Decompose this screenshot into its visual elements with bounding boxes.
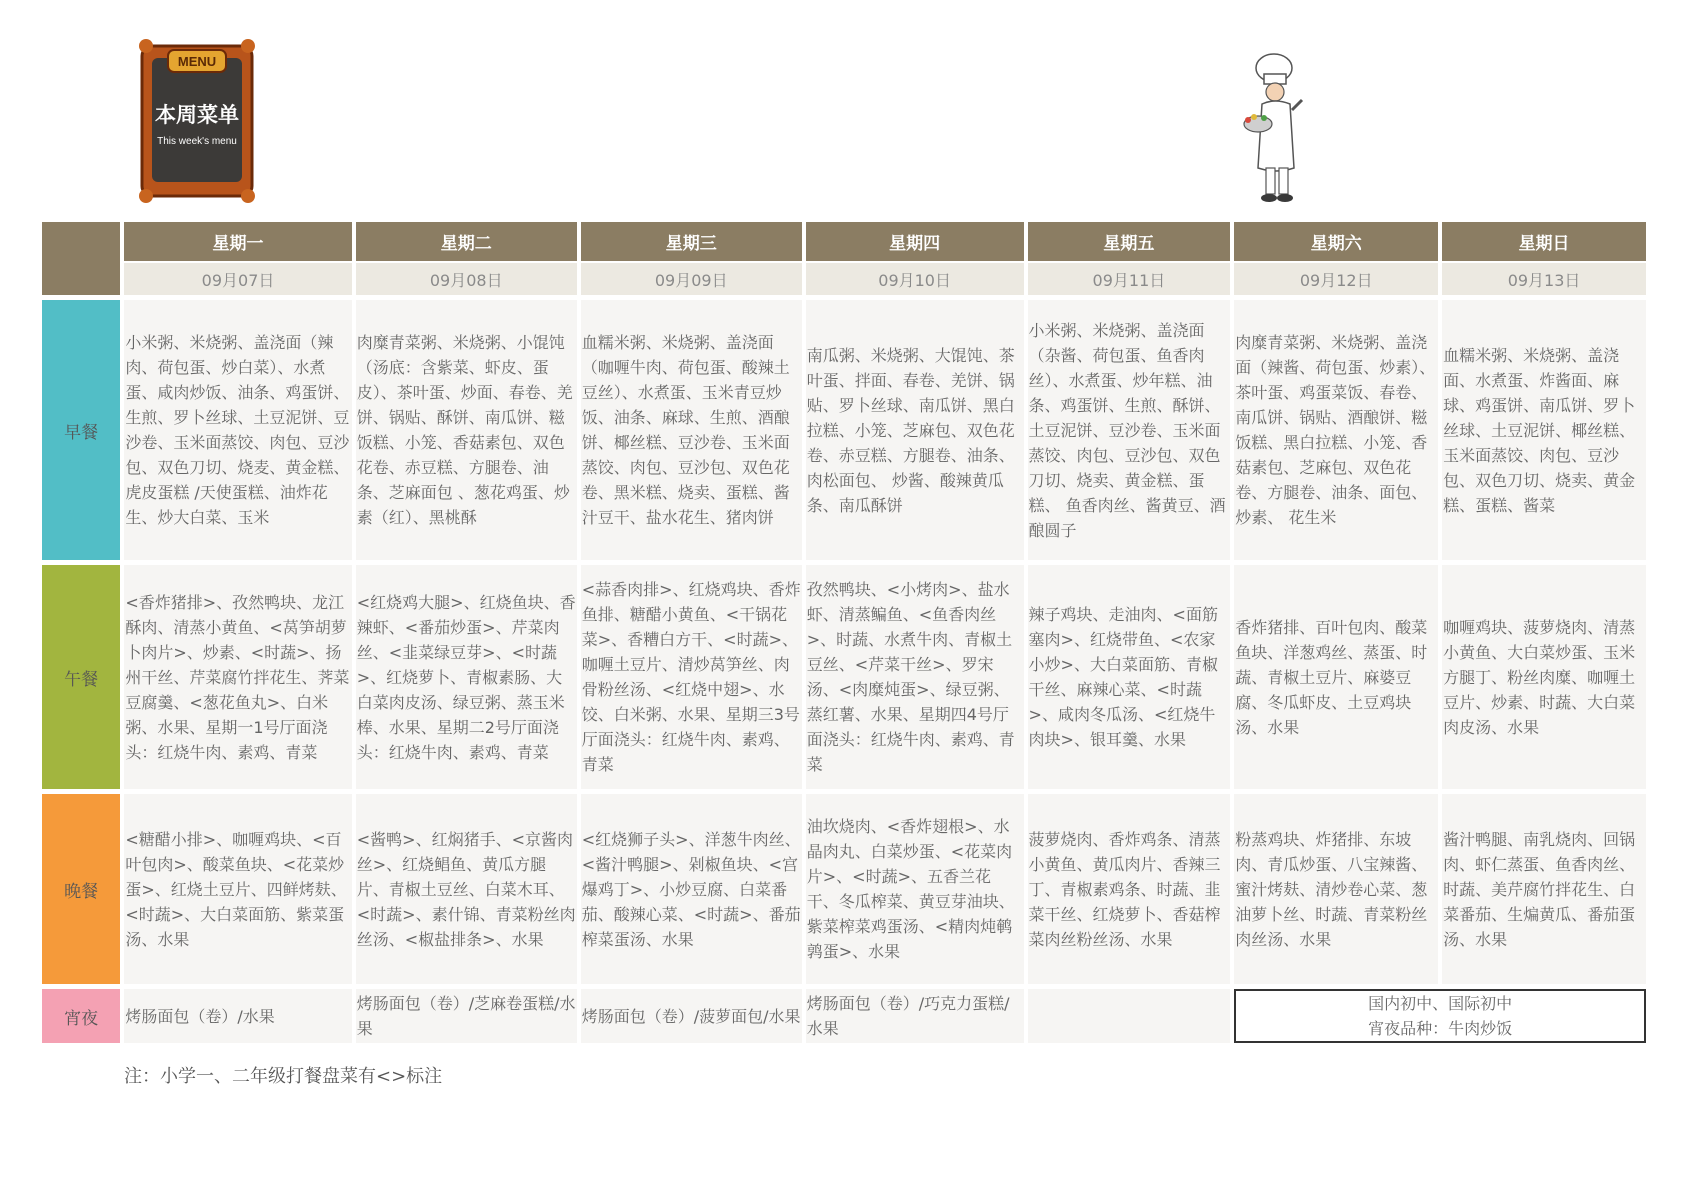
lunch-tue: <红烧鸡大腿>、红烧鱼块、香辣虾、<番茄炒蛋>、芹菜肉丝、<韭菜绿豆芽>、<时蔬>、红烧萝卜、青椒素肠、大白菜肉皮汤、绿豆粥、蒸玉米棒、水果、星期二2号厅面浇头：红烧牛肉、素鸡、青菜 bbox=[356, 565, 577, 789]
day-header-mon: 星期一 bbox=[124, 222, 351, 261]
supper-row bbox=[42, 989, 1646, 1043]
date-wed: 09月09日 bbox=[581, 261, 802, 295]
day-header-row bbox=[42, 222, 1646, 261]
date-mon: 09月07日 bbox=[124, 261, 351, 295]
chef-icon bbox=[1236, 48, 1326, 208]
lunch-sat: 香炸猪排、百叶包肉、酸菜鱼块、洋葱鸡丝、蒸蛋、时蔬、青椒土豆片、麻婆豆腐、冬瓜虾皮、土豆鸡块汤、水果 bbox=[1234, 565, 1438, 789]
menu-logo bbox=[138, 32, 256, 210]
breakfast-thu: 南瓜粥、米烧粥、大馄饨、茶叶蛋、拌面、春卷、羌饼、锅贴、罗卜丝球、南瓜饼、黑白拉糕、小笼、芝麻包、双色花卷、赤豆糕、方腿卷、油条、肉松面包、 炒酱、酸辣黄瓜条、南瓜酥饼 bbox=[806, 300, 1024, 560]
lunch-label: 午餐 bbox=[42, 565, 120, 789]
lunch-fri: 辣子鸡块、走油肉、<面筋塞肉>、红烧带鱼、<农家小炒>、大白菜面筋、青椒干丝、麻辣心菜、<时蔬>、咸肉冬瓜汤、<红烧牛肉块>、银耳羹、水果 bbox=[1028, 565, 1231, 789]
lunch-row bbox=[42, 565, 1646, 789]
date-row bbox=[42, 261, 1646, 295]
breakfast-mon: 小米粥、米烧粥、盖浇面（辣肉、荷包蛋、炒白菜）、水煮蛋、咸肉炒饭、油条、鸡蛋饼、生煎、罗卜丝球、土豆泥饼、豆沙卷、玉米面蒸饺、肉包、豆沙包、双色刀切、烧麦、黄金糕、虎皮蛋糕 /天使蛋糕、油炸花生、炒大白菜、玉米 bbox=[124, 300, 351, 560]
lunch-sun: 咖喱鸡块、菠萝烧肉、清蒸小黄鱼、大白菜炒蛋、玉米方腿丁、粉丝肉糜、咖喱土豆片、炒素、时蔬、大白菜肉皮汤、水果 bbox=[1442, 565, 1646, 789]
weekly-menu-table bbox=[38, 222, 1650, 1043]
date-thu: 09月10日 bbox=[806, 261, 1024, 295]
day-header-thu: 星期四 bbox=[806, 222, 1024, 261]
day-header-wed: 星期三 bbox=[581, 222, 802, 261]
dinner-row bbox=[42, 794, 1646, 984]
dinner-label: 晚餐 bbox=[42, 794, 120, 984]
supper-mon: 烤肠面包（卷）/水果 bbox=[124, 989, 351, 1043]
dinner-tue: <酱鸭>、红焖猪手、<京酱肉丝>、红烧鲳鱼、黄瓜方腿片、青椒土豆丝、白菜木耳、<时蔬>、素什锦、青菜粉丝肉丝汤、<椒盐排条>、水果 bbox=[356, 794, 577, 984]
header-corner bbox=[42, 222, 120, 295]
supper-wed: 烤肠面包（卷）/菠萝面包/水果 bbox=[581, 989, 802, 1043]
logo-title-text: 本周菜单 bbox=[155, 103, 239, 127]
supper-weekend-note bbox=[1234, 989, 1646, 1043]
date-tue: 09月08日 bbox=[356, 261, 577, 295]
dinner-mon: <糖醋小排>、咖喱鸡块、<百叶包肉>、酸菜鱼块、<花菜炒蛋>、红烧土豆片、四鲜烤麸、<时蔬>、大白菜面筋、紫菜蛋汤、水果 bbox=[124, 794, 351, 984]
supper-note-line2: 宵夜品种：牛肉炒饭 bbox=[1368, 1019, 1513, 1038]
dinner-fri: 菠萝烧肉、香炸鸡条、清蒸小黄鱼、黄瓜肉片、香辣三丁、青椒素鸡条、时蔬、韭菜干丝、红烧萝卜、香菇榨菜肉丝粉丝汤、水果 bbox=[1028, 794, 1231, 984]
supper-fri bbox=[1028, 989, 1231, 1043]
breakfast-wed: 血糯米粥、米烧粥、盖浇面（咖喱牛肉、荷包蛋、酸辣土豆丝）、水煮蛋、玉米青豆炒饭、油条、麻球、生煎、酒酿饼、椰丝糕、豆沙卷、玉米面蒸饺、肉包、豆沙包、双色花卷、黑米糕、烧卖、蛋糕、酱汁豆干、盐水花生、猪肉饼 bbox=[581, 300, 802, 560]
lunch-wed: <蒜香肉排>、红烧鸡块、香炸鱼排、糖醋小黄鱼、<干锅花菜>、香糟白方干、<时蔬>、咖喱土豆片、清炒莴笋丝、肉骨粉丝汤、<红烧中翅>、水饺、白米粥、水果、星期三3号厅面浇头：红烧牛肉、素鸡、青菜 bbox=[581, 565, 802, 789]
breakfast-fri: 小米粥、米烧粥、盖浇面（杂酱、荷包蛋、鱼香肉丝）、水煮蛋、炒年糕、油条、鸡蛋饼、生煎、酥饼、土豆泥饼、豆沙卷、玉米面蒸饺、肉包、豆沙包、双色刀切、烧卖、黄金糕、蛋糕、 鱼香肉丝、酱黄豆、酒酿圆子 bbox=[1028, 300, 1231, 560]
supper-note-line1: 国内初中、国际初中 bbox=[1368, 994, 1513, 1013]
date-sat: 09月12日 bbox=[1234, 261, 1438, 295]
supper-tue: 烤肠面包（卷）/芝麻卷蛋糕/水果 bbox=[356, 989, 577, 1043]
day-header-sun: 星期日 bbox=[1442, 222, 1646, 261]
day-header-sat: 星期六 bbox=[1234, 222, 1438, 261]
supper-label: 宵夜 bbox=[42, 989, 120, 1043]
breakfast-tue: 肉糜青菜粥、米烧粥、小馄饨（汤底：含紫菜、虾皮、蛋皮）、茶叶蛋、炒面、春卷、羌 饼、锅贴、酥饼、南瓜饼、糍饭糕、小笼、香菇素包、双色花卷、赤豆糕、方腿卷、油条、芝麻面包 、葱花鸡蛋、炒素（红）、黑桃酥 bbox=[356, 300, 577, 560]
breakfast-sun: 血糯米粥、米烧粥、盖浇面、水煮蛋、炸酱面、麻球、鸡蛋饼、南瓜饼、罗卜丝球、土豆泥饼、椰丝糕、玉米面蒸饺、肉包、豆沙包、双色刀切、烧卖、黄金糕、蛋糕、酱菜 bbox=[1442, 300, 1646, 560]
supper-thu: 烤肠面包（卷）/巧克力蛋糕/水果 bbox=[806, 989, 1024, 1043]
date-sun: 09月13日 bbox=[1442, 261, 1646, 295]
dinner-wed: <红烧狮子头>、洋葱牛肉丝、<酱汁鸭腿>、剁椒鱼块、<宫爆鸡丁>、小炒豆腐、白菜番茄、酸辣心菜、<时蔬>、番茄榨菜蛋汤、水果 bbox=[581, 794, 802, 984]
day-header-fri: 星期五 bbox=[1028, 222, 1231, 261]
breakfast-row bbox=[42, 300, 1646, 560]
breakfast-sat: 肉糜青菜粥、米烧粥、盖浇面（辣酱、荷包蛋、炒素）、茶叶蛋、鸡蛋菜饭、春卷、南瓜饼、锅贴、酒酿饼、糍饭糕、黑白拉糕、小笼、香菇素包、芝麻包、双色花卷、方腿卷、油条、面包、炒素、 花生米 bbox=[1234, 300, 1438, 560]
lunch-thu: 孜然鸭块、<小烤肉>、盐水虾、清蒸鳊鱼、<鱼香肉丝>、时蔬、水煮牛肉、青椒土豆丝、<芹菜干丝>、罗宋汤、<肉糜炖蛋>、绿豆粥、蒸红薯、水果、星期四4号厅面浇头：红烧牛肉、素鸡、青菜 bbox=[806, 565, 1024, 789]
logo-subtitle-text: This week's menu bbox=[157, 136, 237, 147]
breakfast-label: 早餐 bbox=[42, 300, 120, 560]
logo-badge-text: MENU bbox=[177, 54, 217, 69]
footnote: 注：小学一、二年级打餐盘菜有<>标注 bbox=[124, 1066, 443, 1087]
dinner-sun: 酱汁鸭腿、南乳烧肉、回锅肉、虾仁蒸蛋、鱼香肉丝、时蔬、美芹腐竹拌花生、白菜番茄、生煸黄瓜、番茄蛋汤、水果 bbox=[1442, 794, 1646, 984]
day-header-tue: 星期二 bbox=[356, 222, 577, 261]
lunch-mon: <香炸猪排>、孜然鸭块、龙江酥肉、清蒸小黄鱼、<莴笋胡萝卜肉片>、炒素、<时蔬>、扬州干丝、芹菜腐竹拌花生、荠菜豆腐羹、<葱花鱼丸>、白米粥、水果、星期一1号厅面浇头：红烧牛肉、素鸡、青菜 bbox=[124, 565, 351, 789]
dinner-thu: 油坎烧肉、<香炸翅根>、水晶肉丸、白菜炒蛋、<花菜肉片>、<时蔬>、五香兰花干、冬瓜榨菜、黄豆芽油块、紫菜榨菜鸡蛋汤、<精肉炖鹌鹑蛋>、水果 bbox=[806, 794, 1024, 984]
dinner-sat: 粉蒸鸡块、炸猪排、东坡肉、青瓜炒蛋、八宝辣酱、蜜汁烤麸、清炒卷心菜、葱油萝卜丝、时蔬、青菜粉丝肉丝汤、水果 bbox=[1234, 794, 1438, 984]
date-fri: 09月11日 bbox=[1028, 261, 1231, 295]
